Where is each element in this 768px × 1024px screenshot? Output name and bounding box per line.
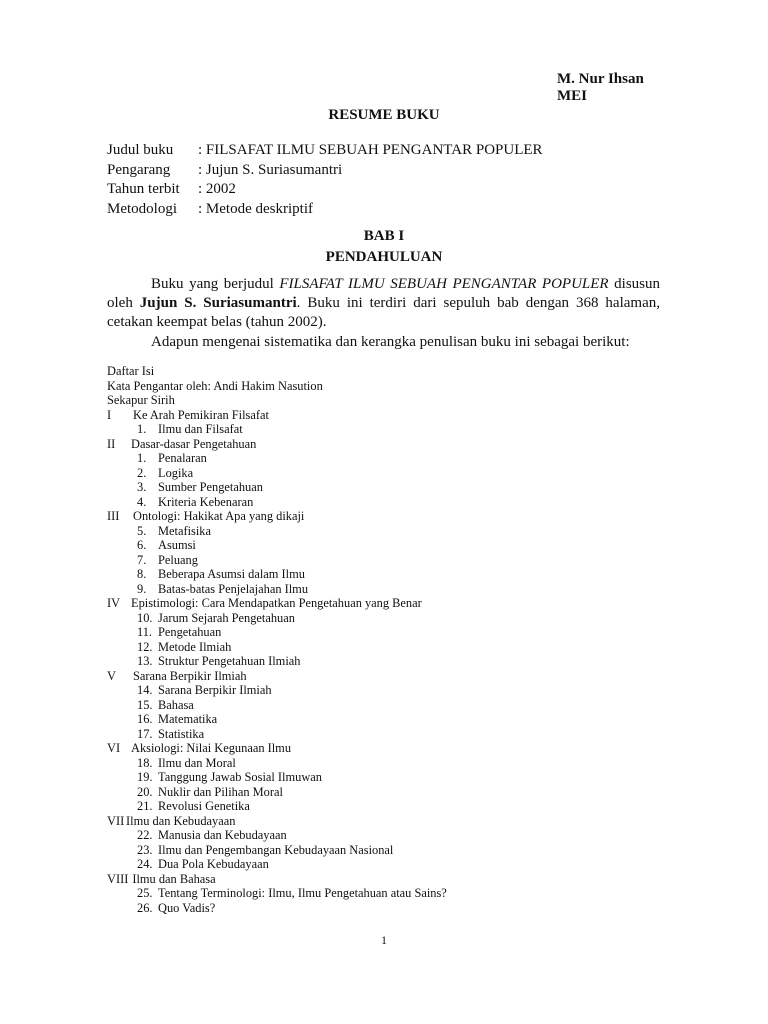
meta-row-title <box>107 141 543 161</box>
item-title: Struktur Pengetahuan Ilmiah <box>158 654 301 668</box>
toc-section <box>107 437 447 452</box>
item-number: 10. <box>137 610 153 625</box>
item-title: Asumsi <box>158 538 196 552</box>
item-number: 8. <box>137 567 147 581</box>
section-title: Dasar-dasar Pengetahuan <box>131 436 257 451</box>
item-number: 15. <box>137 697 153 712</box>
toc-item <box>107 553 447 568</box>
item-number: 6. <box>137 538 147 552</box>
item-number: 16. <box>137 712 153 726</box>
item-number: 1. <box>137 451 147 465</box>
meta-label: Metodologi <box>107 200 177 217</box>
item-title: Sumber Pengetahuan <box>158 480 263 494</box>
toc-item <box>107 857 447 872</box>
toc-item <box>107 625 447 640</box>
item-number: 21. <box>137 799 153 813</box>
toc-section <box>107 669 447 684</box>
item-title: Matematika <box>158 712 218 726</box>
toc-item <box>107 538 447 553</box>
item-number: 12. <box>137 639 153 654</box>
toc-item <box>107 640 447 655</box>
item-title: Revolusi Genetika <box>158 799 250 813</box>
toc-item <box>107 712 447 727</box>
item-number: 1. <box>137 422 147 436</box>
toc-item <box>107 495 447 510</box>
toc-preface: Kata Pengantar oleh: Andi Hakim Nasution <box>107 378 323 393</box>
item-number: 25. <box>137 886 153 900</box>
item-title: Ilmu dan Filsafat <box>158 422 243 436</box>
section-roman: V <box>107 668 116 683</box>
item-title: Beberapa Asumsi dalam Ilmu <box>158 567 305 581</box>
item-number: 26. <box>137 900 153 915</box>
toc-item <box>107 466 447 481</box>
item-number: 17. <box>137 726 153 741</box>
toc-section <box>107 509 447 524</box>
section-title: Epistimologi: Cara Mendapatkan Pengetahuan yang Benar <box>131 596 422 610</box>
text-run: disusun oleh <box>107 276 661 311</box>
section-title: Ilmu dan Kebudayaan <box>126 813 236 828</box>
item-title: Ilmu dan Pengembangan Kebudayaan Nasional <box>158 842 394 857</box>
toc-section <box>107 872 447 887</box>
item-number: 14. <box>137 683 153 697</box>
item-title: Jarum Sejarah Pengetahuan <box>158 610 295 625</box>
meta-label: Tahun terbit <box>107 181 180 197</box>
chapter-title: PENDAHULUAN <box>325 249 443 265</box>
item-title: Metafisika <box>158 523 211 538</box>
section-roman: VI <box>107 741 121 755</box>
item-title: Logika <box>158 465 194 480</box>
author-name: M. Nur Ihsan <box>557 71 644 87</box>
item-number: 23. <box>137 842 153 857</box>
section-roman: VII <box>107 813 125 828</box>
item-title: Peluang <box>158 552 198 567</box>
item-title: Penalaran <box>158 451 207 465</box>
author-bold: Jujun S. Suriasumantri <box>139 295 297 311</box>
author-block <box>557 71 644 105</box>
toc-heading: Daftar Isi <box>107 364 155 378</box>
item-title: Tanggung Jawab Sosial Ilmuwan <box>158 770 322 784</box>
meta-row-method <box>107 200 543 220</box>
meta-value: : FILSAFAT ILMU SEBUAH PENGANTAR POPULER <box>198 142 543 158</box>
toc-item <box>107 582 447 597</box>
item-title: Nuklir dan Pilihan Moral <box>158 784 283 799</box>
item-number: 11. <box>137 625 153 639</box>
text-run: Buku yang berjudul <box>151 276 280 292</box>
toc-item <box>107 422 447 437</box>
item-number: 13. <box>137 654 153 668</box>
item-number: 22. <box>137 828 153 842</box>
meta-row-year <box>107 180 543 200</box>
toc-item <box>107 886 447 901</box>
item-title: Quo Vadis? <box>158 900 216 915</box>
section-roman: II <box>107 436 116 451</box>
item-title: Ilmu dan Moral <box>158 755 236 770</box>
item-number: 3. <box>137 480 147 494</box>
text-run: . Buku ini terdiri dari sepuluh bab dengan 368 halaman, cetakan keempat belas (tahun 2002). <box>107 295 660 330</box>
section-roman: III <box>107 509 120 523</box>
chapter-heading <box>0 226 768 268</box>
text-run: Adapun mengenai sistematika dan kerangka penulisan buku ini sebagai berikut: <box>151 334 630 350</box>
meta-value: : Metode deskriptif <box>198 200 313 217</box>
toc-section <box>107 408 447 423</box>
meta-value: : 2002 <box>198 181 236 197</box>
toc-item <box>107 756 447 771</box>
item-number: 4. <box>137 494 147 509</box>
item-number: 2. <box>137 465 147 480</box>
toc-item <box>107 567 447 582</box>
item-number: 24. <box>137 857 153 871</box>
section-title: Ilmu dan Bahasa <box>132 871 216 886</box>
item-title: Metode Ilmiah <box>158 639 232 654</box>
toc-item <box>107 654 447 669</box>
meta-label: Pengarang <box>107 161 171 178</box>
meta-value: : Jujun S. Suriasumantri <box>198 161 343 178</box>
toc-item <box>107 611 447 626</box>
section-roman: IV <box>107 596 121 610</box>
chapter-number: BAB I <box>363 228 405 244</box>
section-title: Ke Arah Pemikiran Filsafat <box>133 407 269 422</box>
item-number: 7. <box>137 552 147 567</box>
item-title: Statistika <box>158 726 205 741</box>
section-roman: I <box>107 407 112 422</box>
section-title: Ontologi: Hakikat Apa yang dikaji <box>133 509 305 523</box>
item-number: 18. <box>137 755 153 770</box>
book-metadata <box>107 141 543 219</box>
item-title: Sarana Berpikir Ilmiah <box>158 683 272 697</box>
toc-item <box>107 451 447 466</box>
item-title: Bahasa <box>158 697 194 712</box>
item-title: Kriteria Kebenaran <box>158 494 254 509</box>
toc-item <box>107 828 447 843</box>
section-title: Sarana Berpikir Ilmiah <box>133 668 247 683</box>
structure-paragraph <box>107 333 660 352</box>
toc-section <box>107 596 447 611</box>
item-number: 20. <box>137 784 153 799</box>
toc-item <box>107 799 447 814</box>
page-number: 1 <box>381 933 387 947</box>
toc-item <box>107 683 447 698</box>
meta-label: Judul buku <box>107 142 174 158</box>
table-of-contents <box>107 364 447 915</box>
item-title: Pengetahuan <box>158 625 222 639</box>
toc-item <box>107 785 447 800</box>
item-title: Batas-batas Penjelajahan Ilmu <box>158 581 309 596</box>
item-title: Dua Pola Kebudayaan <box>158 857 269 871</box>
toc-item <box>107 843 447 858</box>
toc-item <box>107 901 447 916</box>
toc-section <box>107 814 447 829</box>
meta-row-author <box>107 161 543 181</box>
toc-item <box>107 480 447 495</box>
item-title: Manusia dan Kebudayaan <box>158 828 287 842</box>
toc-intro: Sekapur Sirih <box>107 393 175 407</box>
item-number: 9. <box>137 581 147 596</box>
toc-item <box>107 524 447 539</box>
author-class: MEI <box>557 88 587 104</box>
toc-item <box>107 727 447 742</box>
section-roman: VIII <box>107 871 129 886</box>
document-title: RESUME BUKU <box>328 107 440 123</box>
toc-item <box>107 698 447 713</box>
book-title-italic: FILSAFAT ILMU SEBUAH PENGANTAR POPULER <box>279 276 609 292</box>
item-number: 19. <box>137 770 153 784</box>
item-title: Tentang Terminologi: Ilmu, Ilmu Pengetahuan atau Sains? <box>158 886 447 900</box>
intro-paragraph <box>107 275 660 332</box>
toc-item <box>107 770 447 785</box>
section-title: Aksiologi: Nilai Kegunaan Ilmu <box>131 741 292 755</box>
item-number: 5. <box>137 523 147 538</box>
toc-section <box>107 741 447 756</box>
